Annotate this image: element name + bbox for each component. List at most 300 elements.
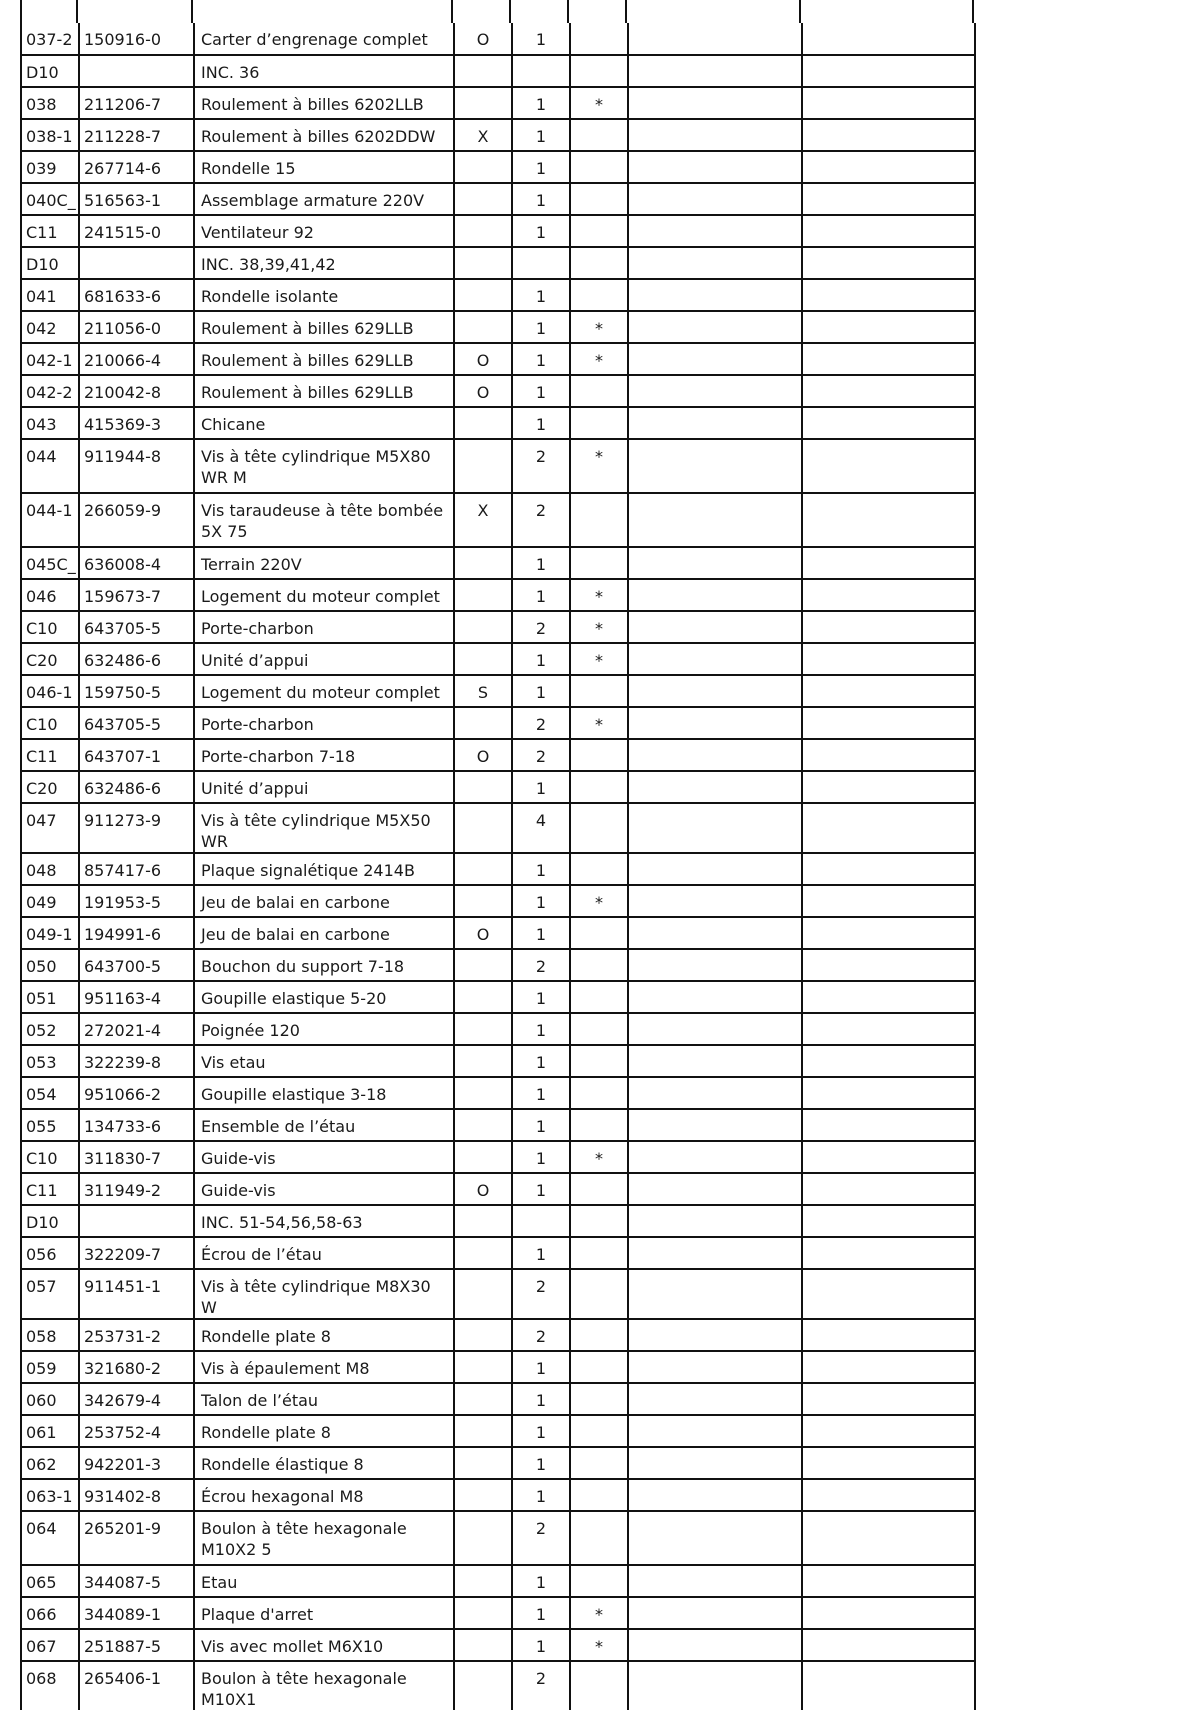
parts-list-body bbox=[21, 23, 975, 1710]
ref-code-cell: 049-1 bbox=[21, 917, 79, 949]
mark-cell bbox=[570, 739, 628, 771]
ref-code-cell: 052 bbox=[21, 1013, 79, 1045]
description-cell: Bouchon du support 7-18 bbox=[194, 949, 454, 981]
ref-code-cell: 063-1 bbox=[21, 1479, 79, 1511]
table-row bbox=[21, 1447, 975, 1479]
part-number-cell: 265201-9 bbox=[79, 1511, 194, 1565]
description-cell: Roulement à billes 6202LLB bbox=[194, 87, 454, 119]
empty-cell-2 bbox=[802, 853, 975, 885]
part-number-cell: 159673-7 bbox=[79, 579, 194, 611]
mark-cell bbox=[570, 853, 628, 885]
mark-cell bbox=[570, 279, 628, 311]
mark-cell bbox=[570, 23, 628, 55]
part-number-cell bbox=[79, 247, 194, 279]
description-cell: INC. 51-54,56,58-63 bbox=[194, 1205, 454, 1237]
table-top-edge bbox=[20, 0, 974, 23]
empty-cell-1 bbox=[628, 1479, 802, 1511]
table-row bbox=[21, 1109, 975, 1141]
empty-cell-2 bbox=[802, 1045, 975, 1077]
table-row bbox=[21, 1351, 975, 1383]
table-row bbox=[21, 1077, 975, 1109]
quantity-cell: 1 bbox=[512, 771, 570, 803]
part-number-cell: 643700-5 bbox=[79, 949, 194, 981]
ref-code-cell: C10 bbox=[21, 611, 79, 643]
part-number-cell: 911944-8 bbox=[79, 439, 194, 493]
empty-cell-2 bbox=[802, 1383, 975, 1415]
empty-cell-2 bbox=[802, 949, 975, 981]
mark-cell: * bbox=[570, 1141, 628, 1173]
part-number-cell: 159750-5 bbox=[79, 675, 194, 707]
table-row bbox=[21, 119, 975, 151]
ref-code-cell: 042-2 bbox=[21, 375, 79, 407]
flag-cell bbox=[454, 1629, 512, 1661]
ref-code-cell: 056 bbox=[21, 1237, 79, 1269]
part-number-cell: 415369-3 bbox=[79, 407, 194, 439]
part-number-cell: 150916-0 bbox=[79, 23, 194, 55]
mark-cell bbox=[570, 1237, 628, 1269]
description-cell: Terrain 220V bbox=[194, 547, 454, 579]
description-cell: Rondelle élastique 8 bbox=[194, 1447, 454, 1479]
part-number-cell: 272021-4 bbox=[79, 1013, 194, 1045]
ref-code-cell: 048 bbox=[21, 853, 79, 885]
empty-cell-2 bbox=[802, 1565, 975, 1597]
quantity-cell: 2 bbox=[512, 739, 570, 771]
empty-cell-1 bbox=[628, 1383, 802, 1415]
description-cell: Talon de l’étau bbox=[194, 1383, 454, 1415]
empty-cell-1 bbox=[628, 917, 802, 949]
empty-cell-2 bbox=[802, 739, 975, 771]
quantity-cell: 1 bbox=[512, 215, 570, 247]
flag-cell: O bbox=[454, 1173, 512, 1205]
quantity-cell: 2 bbox=[512, 707, 570, 739]
empty-cell-2 bbox=[802, 1013, 975, 1045]
mark-cell bbox=[570, 151, 628, 183]
ref-code-cell: 062 bbox=[21, 1447, 79, 1479]
description-cell: Vis à tête cylindrique M5X50 WR bbox=[194, 803, 454, 853]
quantity-cell bbox=[512, 247, 570, 279]
ref-code-cell: C11 bbox=[21, 215, 79, 247]
table-row bbox=[21, 611, 975, 643]
mark-cell bbox=[570, 407, 628, 439]
mark-cell: * bbox=[570, 707, 628, 739]
mark-cell bbox=[570, 1447, 628, 1479]
part-number-cell: 211206-7 bbox=[79, 87, 194, 119]
mark-cell bbox=[570, 917, 628, 949]
table-row bbox=[21, 1269, 975, 1319]
mark-cell bbox=[570, 1565, 628, 1597]
quantity-cell: 1 bbox=[512, 1237, 570, 1269]
ref-code-cell: 045C_ bbox=[21, 547, 79, 579]
flag-cell bbox=[454, 1077, 512, 1109]
quantity-cell: 1 bbox=[512, 183, 570, 215]
mark-cell bbox=[570, 55, 628, 87]
empty-cell-1 bbox=[628, 949, 802, 981]
ref-code-cell: 043 bbox=[21, 407, 79, 439]
quantity-cell: 1 bbox=[512, 151, 570, 183]
empty-cell-1 bbox=[628, 1415, 802, 1447]
mark-cell bbox=[570, 1351, 628, 1383]
table-row bbox=[21, 547, 975, 579]
table-row bbox=[21, 917, 975, 949]
table-row bbox=[21, 1629, 975, 1661]
part-number-cell: 322209-7 bbox=[79, 1237, 194, 1269]
description-cell: Écrou de l’étau bbox=[194, 1237, 454, 1269]
empty-cell-1 bbox=[628, 1173, 802, 1205]
flag-cell bbox=[454, 885, 512, 917]
mark-cell bbox=[570, 1013, 628, 1045]
quantity-cell: 1 bbox=[512, 579, 570, 611]
quantity-cell: 2 bbox=[512, 1319, 570, 1351]
table-row bbox=[21, 1141, 975, 1173]
table-row bbox=[21, 1383, 975, 1415]
description-cell: Roulement à billes 629LLB bbox=[194, 343, 454, 375]
empty-cell-1 bbox=[628, 981, 802, 1013]
flag-cell: O bbox=[454, 739, 512, 771]
flag-cell bbox=[454, 1109, 512, 1141]
empty-cell-2 bbox=[802, 579, 975, 611]
description-cell: Vis à tête cylindrique M5X80 WR M bbox=[194, 439, 454, 493]
flag-cell bbox=[454, 1351, 512, 1383]
quantity-cell: 1 bbox=[512, 1629, 570, 1661]
description-cell: Logement du moteur complet bbox=[194, 675, 454, 707]
part-number-cell: 210066-4 bbox=[79, 343, 194, 375]
empty-cell-1 bbox=[628, 311, 802, 343]
empty-cell-2 bbox=[802, 55, 975, 87]
empty-cell-2 bbox=[802, 1237, 975, 1269]
part-number-cell: 311949-2 bbox=[79, 1173, 194, 1205]
quantity-cell: 2 bbox=[512, 1269, 570, 1319]
empty-cell-1 bbox=[628, 1597, 802, 1629]
ref-code-cell: 059 bbox=[21, 1351, 79, 1383]
flag-cell: O bbox=[454, 375, 512, 407]
flag-cell bbox=[454, 1319, 512, 1351]
ref-code-cell: 041 bbox=[21, 279, 79, 311]
empty-cell-2 bbox=[802, 1511, 975, 1565]
quantity-cell: 1 bbox=[512, 547, 570, 579]
empty-cell-1 bbox=[628, 803, 802, 853]
flag-cell bbox=[454, 1383, 512, 1415]
ref-code-cell: 053 bbox=[21, 1045, 79, 1077]
quantity-cell: 1 bbox=[512, 375, 570, 407]
part-number-cell: 951163-4 bbox=[79, 981, 194, 1013]
table-row bbox=[21, 87, 975, 119]
part-number-cell: 253731-2 bbox=[79, 1319, 194, 1351]
empty-cell-1 bbox=[628, 611, 802, 643]
part-number-cell: 344089-1 bbox=[79, 1597, 194, 1629]
part-number-cell: 267714-6 bbox=[79, 151, 194, 183]
quantity-cell: 1 bbox=[512, 1479, 570, 1511]
empty-cell-2 bbox=[802, 119, 975, 151]
empty-cell-2 bbox=[802, 151, 975, 183]
quantity-cell: 1 bbox=[512, 981, 570, 1013]
empty-cell-1 bbox=[628, 1109, 802, 1141]
part-number-cell: 643705-5 bbox=[79, 611, 194, 643]
mark-cell bbox=[570, 119, 628, 151]
empty-cell-1 bbox=[628, 1351, 802, 1383]
empty-cell-1 bbox=[628, 343, 802, 375]
description-cell: Vis taraudeuse à tête bombée 5X 75 bbox=[194, 493, 454, 547]
mark-cell bbox=[570, 1479, 628, 1511]
empty-cell-2 bbox=[802, 1447, 975, 1479]
description-cell: Goupille elastique 3-18 bbox=[194, 1077, 454, 1109]
quantity-cell: 1 bbox=[512, 1077, 570, 1109]
empty-cell-1 bbox=[628, 1269, 802, 1319]
flag-cell bbox=[454, 1597, 512, 1629]
mark-cell bbox=[570, 1077, 628, 1109]
mark-cell bbox=[570, 1173, 628, 1205]
flag-cell bbox=[454, 55, 512, 87]
quantity-cell: 1 bbox=[512, 1173, 570, 1205]
empty-cell-2 bbox=[802, 493, 975, 547]
empty-cell-1 bbox=[628, 675, 802, 707]
flag-cell bbox=[454, 1013, 512, 1045]
flag-cell bbox=[454, 87, 512, 119]
description-cell: Rondelle plate 8 bbox=[194, 1319, 454, 1351]
ref-code-cell: 049 bbox=[21, 885, 79, 917]
table-row bbox=[21, 1013, 975, 1045]
mark-cell bbox=[570, 375, 628, 407]
table-row bbox=[21, 279, 975, 311]
quantity-cell: 1 bbox=[512, 87, 570, 119]
table-row bbox=[21, 1565, 975, 1597]
description-cell: Carter d’engrenage complet bbox=[194, 23, 454, 55]
empty-cell-1 bbox=[628, 1629, 802, 1661]
ref-code-cell: C11 bbox=[21, 1173, 79, 1205]
part-number-cell: 211228-7 bbox=[79, 119, 194, 151]
description-cell: Poignée 120 bbox=[194, 1013, 454, 1045]
empty-cell-1 bbox=[628, 1319, 802, 1351]
empty-cell-2 bbox=[802, 771, 975, 803]
mark-cell: * bbox=[570, 579, 628, 611]
ref-code-cell: D10 bbox=[21, 1205, 79, 1237]
ref-code-cell: 042 bbox=[21, 311, 79, 343]
description-cell: Vis avec mollet M6X10 bbox=[194, 1629, 454, 1661]
empty-cell-1 bbox=[628, 1045, 802, 1077]
part-number-cell: 516563-1 bbox=[79, 183, 194, 215]
flag-cell: S bbox=[454, 675, 512, 707]
ref-code-cell: 038-1 bbox=[21, 119, 79, 151]
empty-cell-1 bbox=[628, 739, 802, 771]
empty-cell-1 bbox=[628, 439, 802, 493]
part-number-cell: 241515-0 bbox=[79, 215, 194, 247]
part-number-cell: 636008-4 bbox=[79, 547, 194, 579]
table-row bbox=[21, 343, 975, 375]
ref-code-cell: 040C_ bbox=[21, 183, 79, 215]
flag-cell bbox=[454, 279, 512, 311]
ref-code-cell: 037-2 bbox=[21, 23, 79, 55]
empty-cell-1 bbox=[628, 1077, 802, 1109]
ref-code-cell: 066 bbox=[21, 1597, 79, 1629]
empty-cell-1 bbox=[628, 375, 802, 407]
empty-cell-1 bbox=[628, 493, 802, 547]
description-cell: Vis à épaulement M8 bbox=[194, 1351, 454, 1383]
empty-cell-2 bbox=[802, 1319, 975, 1351]
empty-cell-1 bbox=[628, 407, 802, 439]
table-row bbox=[21, 1045, 975, 1077]
description-cell: Jeu de balai en carbone bbox=[194, 885, 454, 917]
flag-cell bbox=[454, 853, 512, 885]
empty-cell-2 bbox=[802, 1629, 975, 1661]
quantity-cell: 1 bbox=[512, 853, 570, 885]
ref-code-cell: 067 bbox=[21, 1629, 79, 1661]
description-cell: Ensemble de l’étau bbox=[194, 1109, 454, 1141]
empty-cell-2 bbox=[802, 885, 975, 917]
empty-cell-1 bbox=[628, 579, 802, 611]
flag-cell bbox=[454, 949, 512, 981]
ref-code-cell: 038 bbox=[21, 87, 79, 119]
part-number-cell: 942201-3 bbox=[79, 1447, 194, 1479]
flag-cell bbox=[454, 1237, 512, 1269]
ref-code-cell: 060 bbox=[21, 1383, 79, 1415]
empty-cell-1 bbox=[628, 1141, 802, 1173]
empty-cell-2 bbox=[802, 1415, 975, 1447]
description-cell: Ventilateur 92 bbox=[194, 215, 454, 247]
empty-cell-2 bbox=[802, 1269, 975, 1319]
ref-code-cell: 051 bbox=[21, 981, 79, 1013]
flag-cell bbox=[454, 439, 512, 493]
mark-cell bbox=[570, 215, 628, 247]
description-cell: Assemblage armature 220V bbox=[194, 183, 454, 215]
mark-cell: * bbox=[570, 343, 628, 375]
description-cell: Rondelle isolante bbox=[194, 279, 454, 311]
flag-cell bbox=[454, 547, 512, 579]
part-number-cell bbox=[79, 55, 194, 87]
part-number-cell: 951066-2 bbox=[79, 1077, 194, 1109]
empty-cell-1 bbox=[628, 23, 802, 55]
mark-cell bbox=[570, 547, 628, 579]
mark-cell bbox=[570, 1661, 628, 1710]
table-row bbox=[21, 247, 975, 279]
part-number-cell: 251887-5 bbox=[79, 1629, 194, 1661]
ref-code-cell: 061 bbox=[21, 1415, 79, 1447]
flag-cell bbox=[454, 1141, 512, 1173]
part-number-cell: 643705-5 bbox=[79, 707, 194, 739]
flag-cell bbox=[454, 311, 512, 343]
description-cell: INC. 36 bbox=[194, 55, 454, 87]
empty-cell-1 bbox=[628, 1565, 802, 1597]
quantity-cell: 1 bbox=[512, 1013, 570, 1045]
quantity-cell: 1 bbox=[512, 885, 570, 917]
empty-cell-2 bbox=[802, 675, 975, 707]
parts-list-table bbox=[20, 23, 976, 1710]
description-cell: Rondelle plate 8 bbox=[194, 1415, 454, 1447]
table-row bbox=[21, 949, 975, 981]
empty-cell-1 bbox=[628, 151, 802, 183]
part-number-cell: 265406-1 bbox=[79, 1661, 194, 1710]
description-cell: Goupille elastique 5-20 bbox=[194, 981, 454, 1013]
flag-cell bbox=[454, 247, 512, 279]
table-row bbox=[21, 675, 975, 707]
flag-cell bbox=[454, 579, 512, 611]
quantity-cell: 1 bbox=[512, 23, 570, 55]
ref-code-cell: C10 bbox=[21, 707, 79, 739]
part-number-cell bbox=[79, 1205, 194, 1237]
part-number-cell: 311830-7 bbox=[79, 1141, 194, 1173]
description-cell: Unité d’appui bbox=[194, 643, 454, 675]
mark-cell bbox=[570, 1511, 628, 1565]
part-number-cell: 857417-6 bbox=[79, 853, 194, 885]
flag-cell bbox=[454, 1661, 512, 1710]
quantity-cell: 2 bbox=[512, 611, 570, 643]
mark-cell bbox=[570, 1269, 628, 1319]
description-cell: Guide-vis bbox=[194, 1173, 454, 1205]
quantity-cell: 1 bbox=[512, 279, 570, 311]
table-row bbox=[21, 1415, 975, 1447]
ref-code-cell: 050 bbox=[21, 949, 79, 981]
mark-cell: * bbox=[570, 643, 628, 675]
part-number-cell: 266059-9 bbox=[79, 493, 194, 547]
quantity-cell: 1 bbox=[512, 1565, 570, 1597]
quantity-cell: 1 bbox=[512, 1383, 570, 1415]
mark-cell bbox=[570, 1319, 628, 1351]
mark-cell bbox=[570, 1109, 628, 1141]
flag-cell bbox=[454, 803, 512, 853]
table-row bbox=[21, 707, 975, 739]
table-row bbox=[21, 981, 975, 1013]
empty-cell-1 bbox=[628, 643, 802, 675]
description-cell: Vis à tête cylindrique M8X30 W bbox=[194, 1269, 454, 1319]
description-cell: Guide-vis bbox=[194, 1141, 454, 1173]
mark-cell bbox=[570, 1045, 628, 1077]
part-number-cell: 911273-9 bbox=[79, 803, 194, 853]
empty-cell-2 bbox=[802, 1205, 975, 1237]
quantity-cell: 2 bbox=[512, 439, 570, 493]
empty-cell-1 bbox=[628, 1013, 802, 1045]
flag-cell: O bbox=[454, 23, 512, 55]
flag-cell bbox=[454, 1447, 512, 1479]
empty-cell-2 bbox=[802, 917, 975, 949]
flag-cell bbox=[454, 407, 512, 439]
ref-code-cell: C20 bbox=[21, 771, 79, 803]
mark-cell: * bbox=[570, 885, 628, 917]
quantity-cell: 2 bbox=[512, 1511, 570, 1565]
part-number-cell: 632486-6 bbox=[79, 771, 194, 803]
part-number-cell: 911451-1 bbox=[79, 1269, 194, 1319]
part-number-cell: 681633-6 bbox=[79, 279, 194, 311]
quantity-cell: 1 bbox=[512, 1597, 570, 1629]
quantity-cell: 1 bbox=[512, 1351, 570, 1383]
empty-cell-1 bbox=[628, 87, 802, 119]
part-number-cell: 643707-1 bbox=[79, 739, 194, 771]
flag-cell bbox=[454, 151, 512, 183]
flag-cell bbox=[454, 1415, 512, 1447]
table-row bbox=[21, 1511, 975, 1565]
part-number-cell: 322239-8 bbox=[79, 1045, 194, 1077]
ref-code-cell: 042-1 bbox=[21, 343, 79, 375]
empty-cell-1 bbox=[628, 547, 802, 579]
table-row bbox=[21, 215, 975, 247]
empty-cell-2 bbox=[802, 643, 975, 675]
quantity-cell: 4 bbox=[512, 803, 570, 853]
empty-cell-2 bbox=[802, 183, 975, 215]
part-number-cell: 253752-4 bbox=[79, 1415, 194, 1447]
flag-cell bbox=[454, 771, 512, 803]
quantity-cell: 1 bbox=[512, 1447, 570, 1479]
ref-code-cell: 047 bbox=[21, 803, 79, 853]
mark-cell: * bbox=[570, 611, 628, 643]
description-cell: Plaque d'arret bbox=[194, 1597, 454, 1629]
description-cell: Etau bbox=[194, 1565, 454, 1597]
ref-code-cell: C20 bbox=[21, 643, 79, 675]
table-row bbox=[21, 23, 975, 55]
table-row bbox=[21, 151, 975, 183]
empty-cell-2 bbox=[802, 547, 975, 579]
table-row bbox=[21, 1661, 975, 1710]
ref-code-cell: 039 bbox=[21, 151, 79, 183]
table-row bbox=[21, 643, 975, 675]
flag-cell: O bbox=[454, 917, 512, 949]
empty-cell-2 bbox=[802, 803, 975, 853]
